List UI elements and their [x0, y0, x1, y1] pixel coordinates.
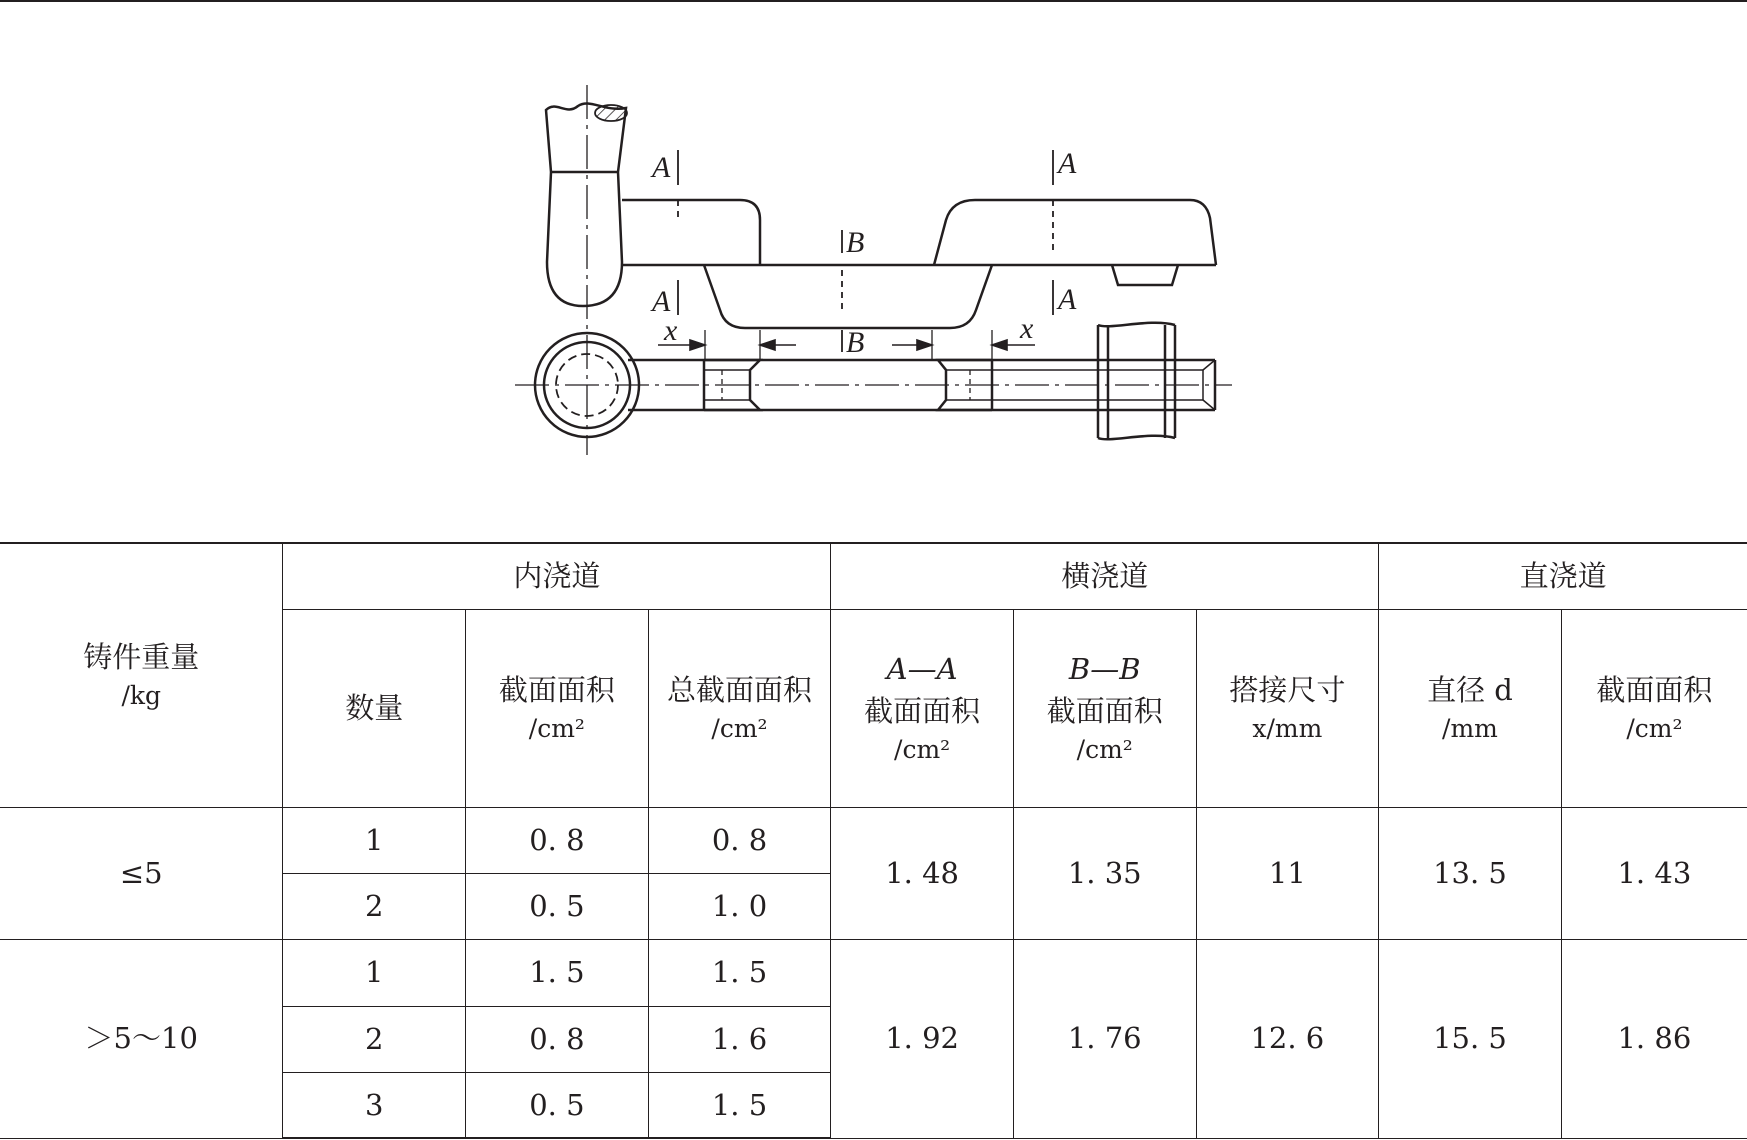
cell-count: 3	[283, 1072, 466, 1138]
section-label-a: A	[1058, 147, 1077, 180]
gating-spec-table	[0, 542, 1747, 1139]
header-sprue-area	[1561, 609, 1747, 807]
cell-weight: ≤5	[0, 807, 283, 939]
cell-total: 0. 8	[648, 807, 831, 873]
header-ingate-area-unit: /cm²	[528, 713, 585, 743]
header-sprue: 直浇道	[1379, 543, 1747, 609]
header-overlap-unit: x/mm	[1252, 713, 1323, 743]
cell-overlap: 11	[1196, 807, 1379, 939]
header-diameter	[1379, 609, 1562, 807]
table-row	[0, 807, 1747, 873]
header-diameter-label: 直径 d	[1427, 672, 1513, 707]
header-weight-label: 铸件重量	[83, 640, 200, 675]
cell-area: 0. 8	[466, 1006, 649, 1072]
header-weight	[0, 543, 283, 807]
header-bb-area	[1013, 609, 1196, 807]
cell-area: 0. 8	[466, 807, 649, 873]
cell-count: 2	[283, 1006, 466, 1072]
header-weight-unit: /kg	[121, 681, 162, 711]
runner-plan	[515, 323, 1232, 440]
table-row	[0, 939, 1747, 1006]
section-label-a: A	[652, 151, 671, 184]
header-sprue-area-label: 截面面积	[1596, 672, 1713, 707]
cell-total: 1. 6	[648, 1006, 831, 1072]
cell-area: 0. 5	[466, 873, 649, 939]
cell-runner-bb: 1. 76	[1013, 939, 1196, 1138]
cell-total: 1. 0	[648, 873, 831, 939]
cell-runner-aa: 1. 48	[831, 807, 1014, 939]
header-bb-area-label: 截面面积	[1046, 693, 1163, 728]
runner-elevation	[622, 200, 1216, 328]
cell-total: 1. 5	[648, 1072, 831, 1138]
header-aa-area-label: 截面面积	[864, 693, 981, 728]
header-bb-area-unit: /cm²	[1076, 734, 1133, 764]
section-marks	[678, 150, 1053, 352]
gating-system-drawing	[0, 0, 1747, 540]
cell-total: 1. 5	[648, 939, 831, 1006]
cell-sprue-d: 13. 5	[1379, 807, 1562, 939]
header-count: 数量	[283, 609, 466, 807]
section-label-a: A	[652, 285, 671, 318]
header-bb-label: B—B	[1068, 651, 1141, 686]
cell-sprue-area: 1. 86	[1561, 939, 1747, 1138]
cell-overlap: 12. 6	[1196, 939, 1379, 1138]
cell-area: 0. 5	[466, 1072, 649, 1138]
header-ingate-area	[466, 609, 649, 807]
header-ingate-area-label: 截面面积	[498, 672, 615, 707]
cell-runner-aa: 1. 92	[831, 939, 1014, 1138]
header-overlap-label: 搭接尺寸	[1229, 672, 1346, 707]
overlap-label-x: x	[664, 314, 678, 347]
header-ingate: 内浇道	[283, 543, 831, 609]
header-overlap	[1196, 609, 1379, 807]
cell-count: 1	[283, 939, 466, 1006]
header-aa-area	[831, 609, 1014, 807]
header-aa-area-unit: /cm²	[894, 734, 951, 764]
header-diameter-unit: /mm	[1442, 713, 1498, 743]
cell-sprue-d: 15. 5	[1379, 939, 1562, 1138]
section-label-a: A	[1058, 283, 1077, 316]
section-label-b: B	[846, 326, 865, 359]
cell-count: 1	[283, 807, 466, 873]
header-sprue-area-unit: /cm²	[1626, 713, 1683, 743]
overlap-label-x: x	[1020, 312, 1034, 345]
cell-area: 1. 5	[466, 939, 649, 1006]
section-label-b: B	[846, 226, 865, 259]
header-runner: 横浇道	[831, 543, 1379, 609]
header-total-area	[648, 609, 831, 807]
header-total-area-label: 总截面面积	[666, 672, 812, 707]
header-aa-label: A—A	[886, 651, 958, 686]
header-total-area-unit: /cm²	[711, 713, 768, 743]
cell-count: 2	[283, 873, 466, 939]
cell-sprue-area: 1. 43	[1561, 807, 1747, 939]
cell-weight: ＞5～10	[0, 939, 283, 1138]
cell-runner-bb: 1. 35	[1013, 807, 1196, 939]
